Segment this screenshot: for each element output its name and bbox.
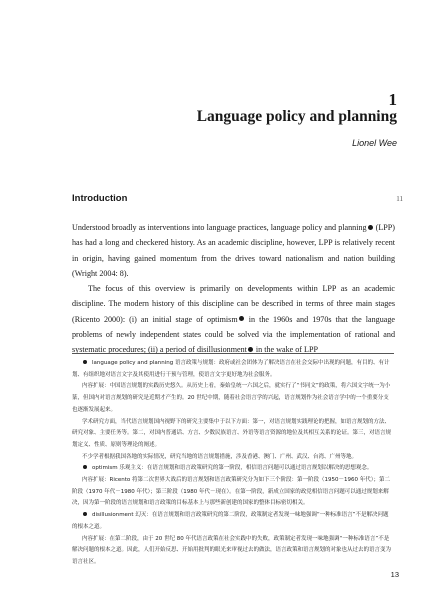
paragraph-2 [72, 281, 395, 357]
note-text: 不少学者根据我国各地的实际情况，研究当地的语言规划措施，涉及香港、澳门、广州、武汉、台湾、广州等地。 [82, 453, 358, 460]
note-text: 内容扩展：中国语言规划的实践历史悠久。从历史上看，秦始皇统一六国之后，就实行了“书同文”的政策，将六国文字统一为小篆，但国内对语言规划的研究是近期才产生的。20 世纪中期，随着社会语言学的兴起，语言规划作为社会语言学中的一个重要分支也逐渐发展起来。 [72, 383, 391, 413]
text-run: (LPP) has had a long and checkered history. As an academic discipline, however, LPP is relatively recent in origin, having gained momentum from the drives toward nationalism and nation building (Wright 2004: 8). [72, 223, 395, 278]
text-run: The focus of this overview is primarily on developments within LPP as an academic discipline. The modern history of this discipline can be described in terms of three main stages (Ricento 2000): (i) an initial stage of optimism [72, 284, 395, 324]
annotation-notes [72, 353, 394, 569]
note-marker-icon[interactable] [248, 347, 253, 352]
note-paragraph [72, 534, 394, 569]
note-paragraph [72, 381, 394, 416]
page-number: 13 [390, 570, 399, 579]
author-name: Lionel Wee [352, 138, 397, 148]
text-run: in the 1960s and 1970s that the language problems of newly independent states could be solved via the implementation of rational and systematic procedures; (ii) a period of disillusionment [72, 314, 395, 355]
note-text: 内容扩展：Ricento 将第二次世界大战后的语言规划和语言政策研究分为如下三个阶段：第一阶段（1950－1960 年代）；第二阶段（1970 年代－1980 年代）；第三阶段（1980 年代－现在）。在第一阶段，新成立国家的政党相信语言问题可以通过规划来解决，因为第一阶段的语言规划和语言政策的目标基本上与那些新创建的国家的整体目标密切相关。 [72, 477, 391, 507]
note-paragraph [72, 510, 394, 533]
text-run: in the wake of LPP [253, 345, 318, 355]
section-heading: Introduction [72, 193, 128, 204]
note-marker-icon [83, 465, 87, 469]
paragraph-1 [72, 220, 395, 281]
text-run: Understood broadly as interventions into language practices, language policy and planning [72, 223, 367, 232]
note-marker-icon [83, 512, 87, 516]
note-text: 内容扩展：在第二阶段，由于 20 世纪 80 年代语言政策在社会实践中的失败，政策制定者发现一味地强调“一种标准语言”不是解决问题的根本之道。因此，人们开始反思、开始用批判的眼光来审视过去的做法，语言政策和语言规划的对象也从过去的语言变为语言社区。 [72, 535, 392, 565]
note-marker-icon [83, 360, 87, 364]
chapter-number: 1 [388, 90, 397, 109]
body-text [72, 220, 395, 358]
note-text: language policy and planning 语言政策与规划：政府或社会团体为了解决语言在社会交际中出现的问题，有目的、有计划、有组织地对语言文字及其使用进行干预与管理，使语言文字更好地为社会服务。 [72, 360, 390, 378]
note-text: 学术研究方面，当代语言规划国内视野下的研究主要集中于以下方面：第一，对语言规划实践理论的把握，如语言规划的方法、研究对象、主要任务等。第二，对国内普通话、方言、少数民族语言、外语等语言资源的地位及其相互关系的论证。第三，对语言规划定义、性质、原则等理论的阐述。 [72, 418, 392, 448]
margin-number: 11 [396, 195, 403, 203]
note-text: optimism 乐观主义：在语言规划和语言政策研究的第一阶段，相信语言问题可以通过语言规划以解决的思想观念。 [92, 465, 373, 472]
note-paragraph [72, 358, 394, 381]
chapter-title: Language policy and planning [196, 108, 397, 125]
note-paragraph [72, 452, 394, 464]
note-paragraph [72, 475, 394, 510]
note-marker-icon[interactable] [239, 316, 244, 321]
note-text: disillusionment 幻灭：在语言规划和语言政策研究的第二阶段，政策制定者发现一味地强调“一种标准语言”不是解决问题的根本之道。 [72, 512, 389, 530]
note-marker-icon[interactable] [368, 225, 373, 230]
note-paragraph [72, 417, 394, 452]
note-paragraph [72, 463, 394, 475]
